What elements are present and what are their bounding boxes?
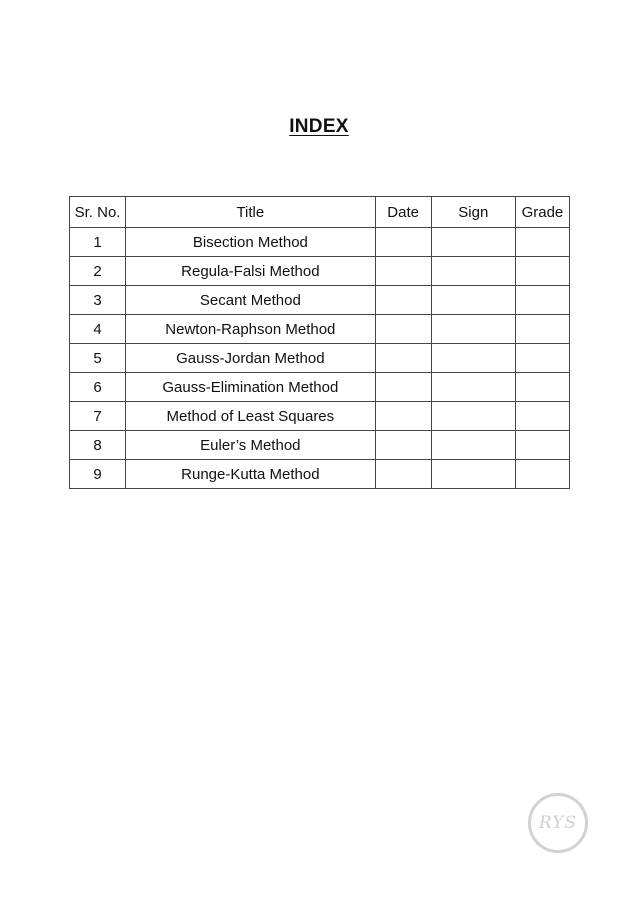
table-row (70, 315, 570, 344)
cell-date (375, 402, 431, 431)
cell-sr-no: 7 (70, 402, 126, 431)
cell-sign (431, 373, 515, 402)
cell-sign (431, 257, 515, 286)
table-row (70, 460, 570, 489)
table-row (70, 228, 570, 257)
cell-title: Regula-Falsi Method (126, 257, 375, 286)
cell-date (375, 257, 431, 286)
cell-title: Method of Least Squares (126, 402, 375, 431)
cell-title: Gauss-Elimination Method (126, 373, 375, 402)
cell-sign (431, 402, 515, 431)
header-grade: Grade (515, 197, 569, 228)
table-row (70, 402, 570, 431)
cell-grade (515, 286, 569, 315)
cell-sign (431, 228, 515, 257)
cell-sign (431, 460, 515, 489)
cell-sr-no: 2 (70, 257, 126, 286)
table-row (70, 431, 570, 460)
cell-grade (515, 228, 569, 257)
cell-grade (515, 315, 569, 344)
cell-title: Gauss-Jordan Method (126, 344, 375, 373)
header-sign: Sign (431, 197, 515, 228)
cell-sr-no: 9 (70, 460, 126, 489)
cell-grade (515, 257, 569, 286)
header-title: Title (126, 197, 375, 228)
index-table (69, 196, 570, 489)
header-sr-no: Sr. No. (70, 197, 126, 228)
page-title: INDEX (289, 116, 349, 137)
cell-title: Newton-Raphson Method (126, 315, 375, 344)
cell-grade (515, 344, 569, 373)
table-row (70, 344, 570, 373)
cell-date (375, 373, 431, 402)
cell-date (375, 460, 431, 489)
cell-grade (515, 402, 569, 431)
cell-date (375, 286, 431, 315)
cell-title: Bisection Method (126, 228, 375, 257)
cell-title: Euler’s Method (126, 431, 375, 460)
cell-title: Runge-Kutta Method (126, 460, 375, 489)
cell-date (375, 344, 431, 373)
cell-sign (431, 431, 515, 460)
table-row (70, 373, 570, 402)
cell-sr-no: 6 (70, 373, 126, 402)
cell-sr-no: 8 (70, 431, 126, 460)
cell-sr-no: 1 (70, 228, 126, 257)
cell-grade (515, 460, 569, 489)
cell-sign (431, 286, 515, 315)
cell-title: Secant Method (126, 286, 375, 315)
rys-stamp-logo: RYS (528, 793, 588, 853)
cell-sr-no: 5 (70, 344, 126, 373)
header-date: Date (375, 197, 431, 228)
cell-sign (431, 315, 515, 344)
cell-sign (431, 344, 515, 373)
cell-date (375, 228, 431, 257)
cell-grade (515, 431, 569, 460)
cell-sr-no: 3 (70, 286, 126, 315)
cell-sr-no: 4 (70, 315, 126, 344)
cell-date (375, 315, 431, 344)
cell-date (375, 431, 431, 460)
cell-grade (515, 373, 569, 402)
table-header-row (70, 197, 570, 228)
table-row (70, 286, 570, 315)
table-row (70, 257, 570, 286)
